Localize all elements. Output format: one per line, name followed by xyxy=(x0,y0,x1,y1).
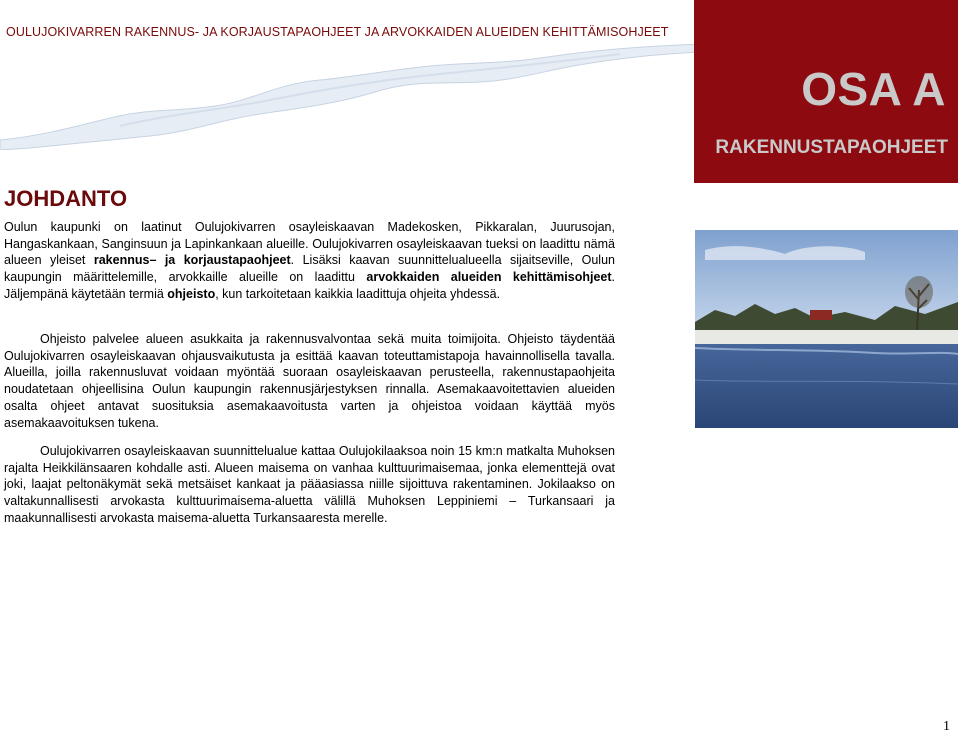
section-label-subtitle: RAKENNUSTAPAOHJEET xyxy=(715,137,948,158)
paragraph-2: Ohjeisto palvelee alueen asukkaita ja rakennusvalvontaa sekä muita toimijoita. Ohjeisto täydentää Oulujokivarren osayleiskaavan ohjausvaikutusta ja esittää kaavan toteuttamistapoja havainnollisella tavalla. Alueilla, joilla rakennusluvat voidaan myöntää suoraan osayleiskaavan perusteella, rakennustapaohjeita noudatetaan ohjeellisina Oulun kaupungin rakennusjärjestyksen rinnalla. Asemakaavoitettavien alueiden osalta ohjeet antavat suosituksia asemakaavoitusta varten ja ohjeistoa voidaan käyttää myös asemakaavoituksen tukena. xyxy=(4,332,615,430)
body-paragraph-3 xyxy=(4,443,615,527)
p1-text-4: , kun tarkoitetaan kaikkia laadittuja ohjeita yhdessä. xyxy=(215,286,501,301)
p1-bold-3: ohjeisto xyxy=(167,286,216,301)
p1-text-1: Oulun kaupunki on laatinut Oulujokivarren osayleiskaavan Madekosken, Pikkaralan, Juurusojan, Hangaskankaan, Sanginsuun ja Lapinkankaan alueille. Oulujokivarren osayleiskaavan tueksi on laadittu nämä alueen yleiset xyxy=(4,220,615,268)
section-label-box xyxy=(694,0,958,183)
intro-paragraph xyxy=(4,219,615,303)
page-number: 1 xyxy=(943,719,950,734)
running-title: OULUJOKIVARREN RAKENNUS- JA KORJAUSTAPAOHJEET JA ARVOKKAIDEN ALUEIDEN KEHITTÄMISOHJEET xyxy=(6,25,669,39)
p1-bold-2: arvokkaiden alueiden kehittämisohjeet xyxy=(366,270,612,285)
section-heading: JOHDANTO xyxy=(4,186,128,211)
photo-illustration xyxy=(695,230,958,428)
river-illustration xyxy=(0,40,700,150)
body-paragraphs xyxy=(4,331,615,431)
river-shape xyxy=(0,44,700,150)
section-label-title: OSA A xyxy=(801,63,946,115)
p1-text-3: . Jäljempänä käytetään termiä xyxy=(4,270,615,301)
landscape-photo xyxy=(695,230,958,428)
p1-text-2: . Lisäksi kaavan suunnittelualueella sijaitseville, Oulun kaupungin määrittelemille, arvokkaille alueille on laadittu xyxy=(4,253,615,285)
paragraph-3: Oulujokivarren osayleiskaavan suunnittelualue kattaa Oulujokilaaksoa noin 15 km:n matkalta Muhoksen rajalta Heikkilänsaaren kohdalle asti. Alueen maisema on vanhaa kulttuurimaisemaa, jonka elementtejä ovat joki, laajat peltonäkymät sekä metsäiset kankaat ja pääasiassa niille sijoittuva rakentaminen. Jokilaakso on valtakunnallisesti arvokasta kulttuurimaisema-aluetta välillä Muhoksen Leppiniemi – Turkansaari ja maakunnallisesti arvokasta maisema-aluetta Turkansaaresta merelle. xyxy=(4,444,615,525)
p1-bold-1: rakennus– ja korjaustapaohjeet xyxy=(93,253,291,268)
